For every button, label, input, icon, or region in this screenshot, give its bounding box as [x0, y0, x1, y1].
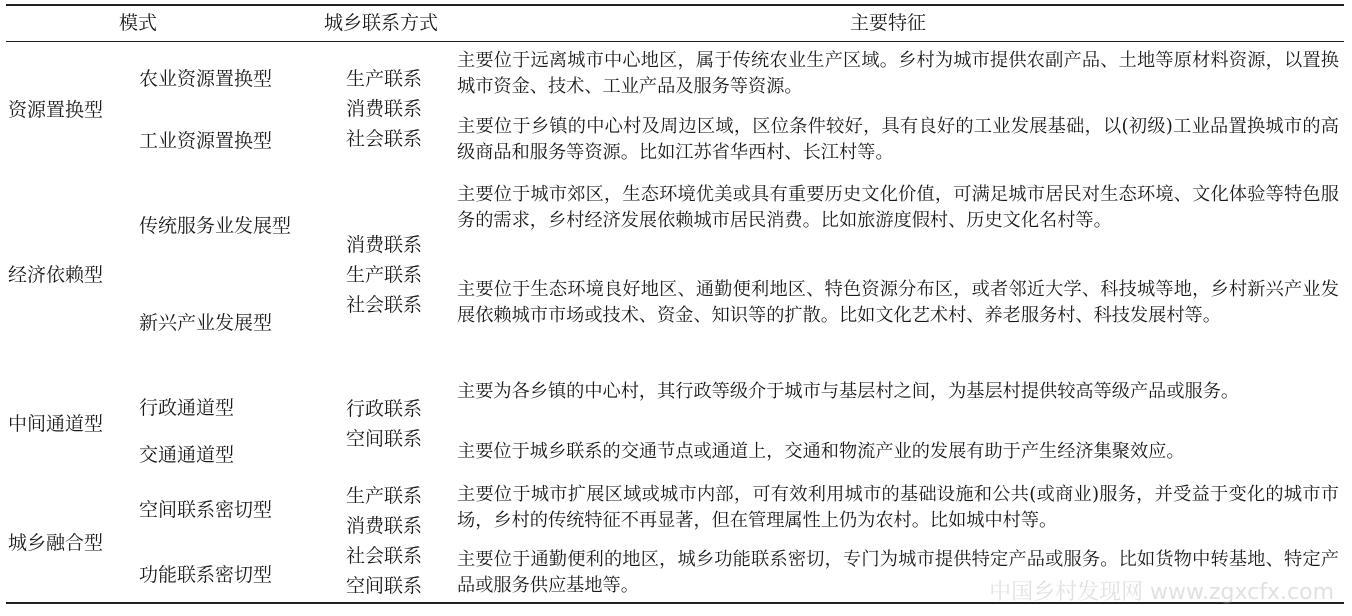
top-rule — [6, 4, 1344, 6]
group-name: 城乡融合型 — [8, 532, 104, 554]
feature-text: 主要位于远离城市中心地区，属于传统农业生产区域。乡村为城市提供农副产品、土地等原材料资源，以置换城市资金、技术、工业产品及服务等资源。 — [457, 50, 1339, 97]
subtype-name: 交通通道型 — [139, 444, 235, 466]
subtype-name: 传统服务业发展型 — [139, 215, 292, 237]
subtype-name: 农业资源置换型 — [139, 68, 273, 90]
group-name: 中间通道型 — [8, 413, 104, 435]
feature-text: 主要位于乡镇的中心村及周边区域，区位条件较好，具有良好的工业发展基础，以(初级)工业品置换城市的高级商品和服务等资源。比如江苏省华西村、长江村等。 — [457, 116, 1339, 163]
link-methods: 消费联系 生产联系 社会联系 — [346, 234, 423, 316]
feature-text: 主要位于城市郊区，生态环境优美或具有重要历史文化价值，可满足城市居民对生态环境、文化体验等特色服务的需求，乡村经济发展依赖城市居民消费。比如旅游度假村、历史文化名村等。 — [457, 184, 1339, 231]
feature-text: 主要位于通勤便利的地区，城乡功能联系密切，专门为城市提供特定产品或服务。比如货物中转基地、特定产品或服务供应基地等。 — [457, 549, 1339, 596]
link-methods: 生产联系 消费联系 社会联系 — [346, 68, 423, 150]
group-name: 经济依赖型 — [8, 264, 104, 286]
site-watermark: 中国乡村发现网 www.zgxcfx.com — [989, 580, 1334, 605]
header-rule — [6, 41, 1344, 42]
subtype-name: 行政通道型 — [139, 397, 235, 419]
link-methods: 生产联系 消费联系 社会联系 空间联系 — [346, 485, 423, 597]
subtype-name: 工业资源置换型 — [139, 130, 273, 152]
header-method: 城乡联系方式 — [324, 12, 439, 34]
feature-text: 主要为各乡镇的中心村，其行政等级介于城市与基层村之间，为基层村提供较高等级产品或服务。 — [457, 381, 1240, 402]
header-feature: 主要特征 — [850, 12, 927, 34]
group-name: 资源置换型 — [8, 99, 104, 121]
feature-text: 主要位于城市扩展区域或城市内部，可有效利用城市的基础设施和公共(或商业)服务，并受益于变化的城市市场，乡村的传统特征不再显著，但在管理属性上仍为农村。比如城中村等。 — [457, 484, 1339, 531]
feature-text: 主要位于城乡联系的交通节点或通道上，交通和物流产业的发展有助于产生经济集聚效应。 — [457, 441, 1185, 462]
subtype-name: 新兴产业发展型 — [139, 312, 273, 334]
header-mode: 模式 — [119, 12, 158, 34]
link-methods: 行政联系 空间联系 — [346, 398, 423, 450]
subtype-name: 空间联系密切型 — [139, 499, 273, 521]
subtype-name: 功能联系密切型 — [139, 564, 273, 586]
feature-text: 主要位于生态环境良好地区、通勤便利地区、特色资源分布区，或者邻近大学、科技城等地，乡村新兴产业发展依赖城市市场或技术、资金、知识等的扩散。比如文化艺术村、养老服务村、科技发展村等。 — [457, 279, 1339, 326]
